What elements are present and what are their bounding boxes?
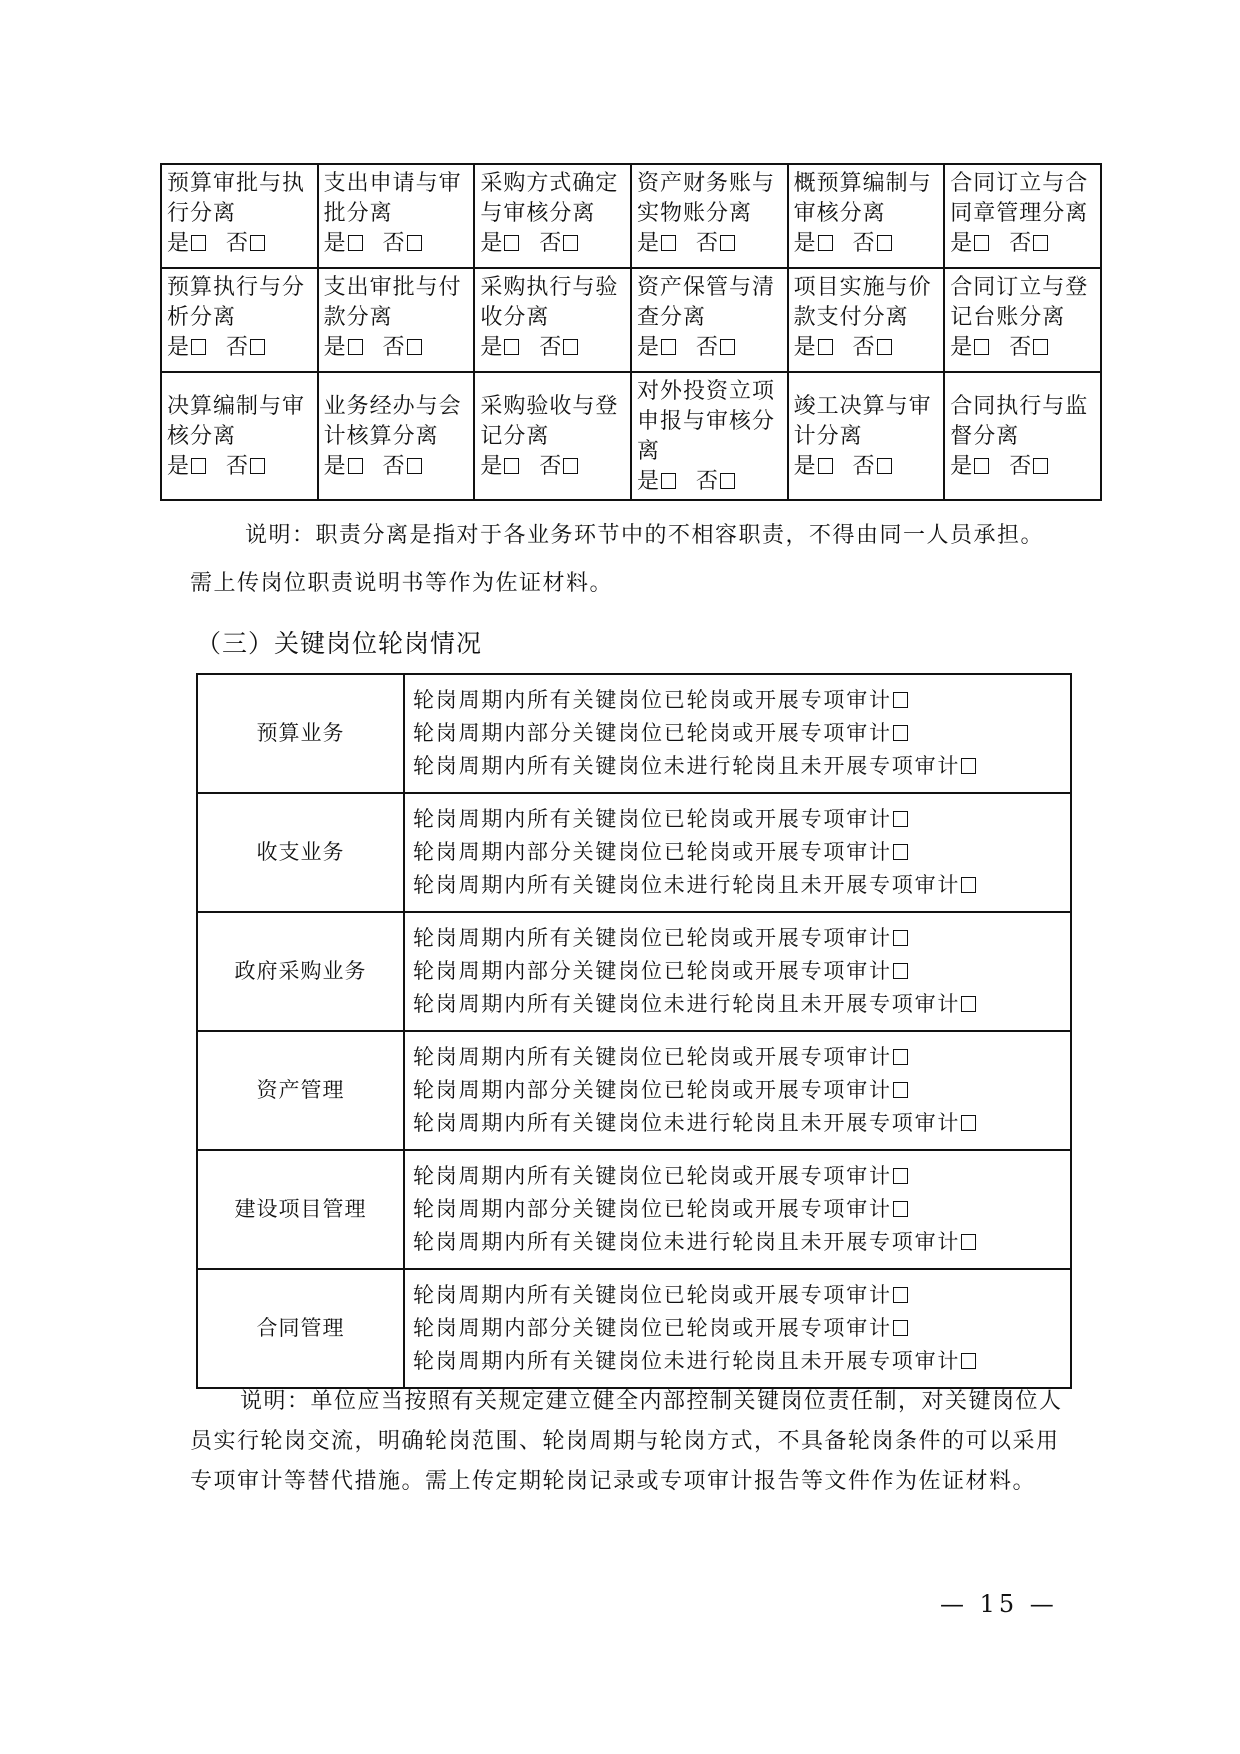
yes-label: 是 bbox=[323, 454, 347, 479]
no-label: 否 bbox=[382, 335, 406, 360]
no-label: 否 bbox=[226, 454, 250, 479]
no-label: 否 bbox=[695, 335, 719, 360]
yes-checkbox[interactable] bbox=[504, 458, 519, 474]
yes-no-options bbox=[480, 229, 627, 259]
yes-checkbox[interactable] bbox=[348, 235, 363, 251]
rotation-option-checkbox[interactable] bbox=[961, 877, 976, 893]
yes-checkbox[interactable] bbox=[191, 339, 206, 355]
rotation-option-label: 轮岗周期内部分关键岗位已轮岗或开展专项审计 bbox=[413, 721, 892, 745]
rotation-option-checkbox[interactable] bbox=[893, 1201, 908, 1217]
yes-checkbox[interactable] bbox=[818, 339, 833, 355]
yes-label: 是 bbox=[480, 454, 504, 479]
yes-no-options bbox=[324, 333, 471, 363]
separation-cell bbox=[318, 164, 475, 268]
separation-item-label: 预算审批与执行分离 bbox=[167, 171, 306, 226]
rotation-options bbox=[404, 1031, 1071, 1150]
rotation-option bbox=[413, 1279, 1066, 1312]
no-checkbox[interactable] bbox=[563, 339, 578, 355]
rotation-row bbox=[197, 1031, 1071, 1150]
rotation-option-label: 轮岗周期内部分关键岗位已轮岗或开展专项审计 bbox=[413, 1078, 892, 1102]
separation-item-label: 合同订立与登记台账分离 bbox=[950, 275, 1089, 330]
separation-cell bbox=[318, 372, 475, 500]
rotation-options bbox=[404, 1269, 1071, 1388]
separation-item-label: 概预算编制与审核分离 bbox=[793, 171, 932, 226]
rotation-row bbox=[197, 674, 1071, 793]
separation-item-label: 业务经办与会计核算分离 bbox=[323, 394, 462, 449]
separation-item-label: 支出审批与付款分离 bbox=[323, 275, 462, 330]
no-checkbox[interactable] bbox=[1033, 339, 1048, 355]
yes-label: 是 bbox=[323, 335, 347, 360]
yes-checkbox[interactable] bbox=[661, 473, 676, 489]
rotation-option-checkbox[interactable] bbox=[893, 963, 908, 979]
rotation-option bbox=[413, 1074, 1066, 1107]
yes-no-options bbox=[324, 229, 471, 259]
yes-no-options bbox=[794, 333, 941, 363]
no-checkbox[interactable] bbox=[407, 235, 422, 251]
no-label: 否 bbox=[382, 454, 406, 479]
separation-cell bbox=[161, 164, 318, 268]
yes-label: 是 bbox=[167, 454, 191, 479]
yes-label: 是 bbox=[480, 231, 504, 256]
separation-cell bbox=[631, 372, 788, 500]
no-label: 否 bbox=[539, 454, 563, 479]
section-title: （三）关键岗位轮岗情况 bbox=[196, 629, 483, 658]
separation-cell bbox=[944, 372, 1101, 500]
rotation-option-checkbox[interactable] bbox=[893, 811, 908, 827]
yes-label: 是 bbox=[950, 231, 974, 256]
no-label: 否 bbox=[539, 335, 563, 360]
yes-label: 是 bbox=[636, 469, 660, 494]
no-checkbox[interactable] bbox=[720, 473, 735, 489]
no-checkbox[interactable] bbox=[250, 339, 265, 355]
yes-label: 是 bbox=[480, 335, 504, 360]
rotation-option-label: 轮岗周期内所有关键岗位已轮岗或开展专项审计 bbox=[413, 1283, 892, 1307]
separation-cell bbox=[631, 268, 788, 372]
rotation-option bbox=[413, 1193, 1066, 1226]
rotation-option bbox=[413, 988, 1066, 1021]
no-label: 否 bbox=[852, 231, 876, 256]
yes-checkbox[interactable] bbox=[504, 235, 519, 251]
separation-note-evidence: 需上传岗位职责说明书等作为佐证材料。 bbox=[190, 571, 614, 596]
yes-checkbox[interactable] bbox=[191, 458, 206, 474]
rotation-options bbox=[404, 1150, 1071, 1269]
yes-no-options bbox=[480, 333, 627, 363]
separation-cell bbox=[474, 372, 631, 500]
page-number: — 15 — bbox=[940, 1590, 1058, 1618]
yes-no-options bbox=[637, 229, 784, 259]
yes-label: 是 bbox=[793, 335, 817, 360]
rotation-option bbox=[413, 750, 1066, 783]
no-checkbox[interactable] bbox=[1033, 235, 1048, 251]
rotation-row bbox=[197, 1269, 1071, 1388]
no-checkbox[interactable] bbox=[563, 235, 578, 251]
separation-cell bbox=[318, 268, 475, 372]
no-checkbox[interactable] bbox=[407, 458, 422, 474]
no-checkbox[interactable] bbox=[250, 458, 265, 474]
rotation-option-checkbox[interactable] bbox=[893, 692, 908, 708]
separation-item-label: 竣工决算与审计分离 bbox=[793, 394, 932, 449]
business-type: 预算业务 bbox=[197, 674, 404, 793]
yes-checkbox[interactable] bbox=[974, 235, 989, 251]
no-label: 否 bbox=[539, 231, 563, 256]
no-label: 否 bbox=[382, 231, 406, 256]
rotation-option-checkbox[interactable] bbox=[961, 1234, 976, 1250]
separation-cell bbox=[474, 164, 631, 268]
yes-label: 是 bbox=[793, 231, 817, 256]
rotation-option bbox=[413, 1345, 1066, 1378]
no-checkbox[interactable] bbox=[877, 235, 892, 251]
yes-no-options bbox=[794, 229, 941, 259]
rotation-option-label: 轮岗周期内所有关键岗位已轮岗或开展专项审计 bbox=[413, 926, 892, 950]
separation-cell bbox=[944, 268, 1101, 372]
rotation-option-label: 轮岗周期内所有关键岗位未进行轮岗且未开展专项审计 bbox=[413, 754, 961, 778]
separation-item-label: 采购执行与验收分离 bbox=[480, 275, 619, 330]
separation-item-label: 采购验收与登记分离 bbox=[480, 394, 619, 449]
business-type: 收支业务 bbox=[197, 793, 404, 912]
rotation-option-label: 轮岗周期内所有关键岗位已轮岗或开展专项审计 bbox=[413, 807, 892, 831]
rotation-option-checkbox[interactable] bbox=[961, 758, 976, 774]
rotation-option-label: 轮岗周期内所有关键岗位未进行轮岗且未开展专项审计 bbox=[413, 992, 961, 1016]
separation-item-label: 采购方式确定与审核分离 bbox=[480, 171, 619, 226]
business-type: 建设项目管理 bbox=[197, 1150, 404, 1269]
yes-no-options bbox=[167, 333, 314, 363]
yes-no-options bbox=[324, 452, 471, 482]
yes-no-options bbox=[794, 452, 941, 482]
yes-checkbox[interactable] bbox=[348, 458, 363, 474]
rotation-note bbox=[190, 1382, 1072, 1502]
separation-cell bbox=[788, 372, 945, 500]
rotation-option-checkbox[interactable] bbox=[893, 725, 908, 741]
key-post-rotation-table bbox=[196, 673, 1072, 1389]
no-label: 否 bbox=[226, 231, 250, 256]
separation-item-label: 合同执行与监督分离 bbox=[950, 394, 1089, 449]
rotation-options bbox=[404, 793, 1071, 912]
rotation-option bbox=[413, 1107, 1066, 1140]
rotation-option-checkbox[interactable] bbox=[893, 930, 908, 946]
separation-row bbox=[161, 164, 1101, 268]
rotation-option bbox=[413, 922, 1066, 955]
separation-item-label: 支出申请与审批分离 bbox=[323, 171, 462, 226]
rotation-option bbox=[413, 1226, 1066, 1259]
yes-checkbox[interactable] bbox=[974, 339, 989, 355]
separation-cell bbox=[788, 268, 945, 372]
business-type: 资产管理 bbox=[197, 1031, 404, 1150]
separation-item-label: 预算执行与分析分离 bbox=[167, 275, 306, 330]
rotation-option-checkbox[interactable] bbox=[893, 844, 908, 860]
yes-label: 是 bbox=[167, 231, 191, 256]
rotation-option bbox=[413, 1160, 1066, 1193]
yes-checkbox[interactable] bbox=[661, 339, 676, 355]
rotation-option-label: 轮岗周期内所有关键岗位已轮岗或开展专项审计 bbox=[413, 1164, 892, 1188]
rotation-options bbox=[404, 674, 1071, 793]
rotation-option-label: 轮岗周期内部分关键岗位已轮岗或开展专项审计 bbox=[413, 959, 892, 983]
rotation-row bbox=[197, 912, 1071, 1031]
no-label: 否 bbox=[1009, 231, 1033, 256]
no-label: 否 bbox=[226, 335, 250, 360]
rotation-option bbox=[413, 1312, 1066, 1345]
separation-cell bbox=[631, 164, 788, 268]
yes-no-options bbox=[950, 452, 1097, 482]
yes-checkbox[interactable] bbox=[974, 458, 989, 474]
yes-checkbox[interactable] bbox=[504, 339, 519, 355]
yes-label: 是 bbox=[167, 335, 191, 360]
no-label: 否 bbox=[695, 231, 719, 256]
rotation-option bbox=[413, 803, 1066, 836]
rotation-options bbox=[404, 912, 1071, 1031]
separation-item-label: 合同订立与合同章管理分离 bbox=[950, 171, 1089, 226]
rotation-option-checkbox[interactable] bbox=[961, 996, 976, 1012]
rotation-option-label: 轮岗周期内所有关键岗位已轮岗或开展专项审计 bbox=[413, 688, 892, 712]
rotation-option-checkbox[interactable] bbox=[961, 1353, 976, 1369]
no-checkbox[interactable] bbox=[1033, 458, 1048, 474]
rotation-option-checkbox[interactable] bbox=[893, 1168, 908, 1184]
business-type: 合同管理 bbox=[197, 1269, 404, 1388]
yes-label: 是 bbox=[323, 231, 347, 256]
separation-item-label: 资产保管与清查分离 bbox=[636, 275, 775, 330]
rotation-option-label: 轮岗周期内所有关键岗位未进行轮岗且未开展专项审计 bbox=[413, 1230, 961, 1254]
no-checkbox[interactable] bbox=[250, 235, 265, 251]
rotation-option bbox=[413, 836, 1066, 869]
yes-no-options bbox=[637, 467, 784, 497]
yes-label: 是 bbox=[636, 335, 660, 360]
rotation-option-checkbox[interactable] bbox=[893, 1287, 908, 1303]
rotation-option-checkbox[interactable] bbox=[893, 1082, 908, 1098]
separation-item-label: 项目实施与价款支付分离 bbox=[793, 275, 932, 330]
rotation-row bbox=[197, 1150, 1071, 1269]
rotation-note-text: 说明：单位应当按照有关规定建立健全内部控制关键岗位责任制，对关键岗位人员实行轮岗交流，明确轮岗范围、轮岗周期与轮岗方式，不具备轮岗条件的可以采用专项审计等替代措施。需上传定期轮岗记录或专项审计报告等文件作为佐证材料。 bbox=[190, 1389, 1063, 1494]
rotation-option-checkbox[interactable] bbox=[893, 1320, 908, 1336]
no-label: 否 bbox=[1009, 454, 1033, 479]
rotation-option-checkbox[interactable] bbox=[961, 1115, 976, 1131]
separation-row bbox=[161, 268, 1101, 372]
yes-label: 是 bbox=[793, 454, 817, 479]
yes-checkbox[interactable] bbox=[818, 458, 833, 474]
yes-no-options bbox=[950, 229, 1097, 259]
no-label: 否 bbox=[1009, 335, 1033, 360]
no-checkbox[interactable] bbox=[563, 458, 578, 474]
separation-cell bbox=[474, 268, 631, 372]
separation-row bbox=[161, 372, 1101, 500]
no-checkbox[interactable] bbox=[720, 235, 735, 251]
separation-note: 说明：职责分离是指对于各业务环节中的不相容职责，不得由同一人员承担。 bbox=[245, 523, 1045, 548]
rotation-option-label: 轮岗周期内所有关键岗位未进行轮岗且未开展专项审计 bbox=[413, 1349, 961, 1373]
separation-item-label: 决算编制与审核分离 bbox=[167, 394, 306, 449]
no-checkbox[interactable] bbox=[877, 339, 892, 355]
rotation-option bbox=[413, 955, 1066, 988]
no-checkbox[interactable] bbox=[877, 458, 892, 474]
separation-cell bbox=[944, 164, 1101, 268]
yes-label: 是 bbox=[950, 454, 974, 479]
rotation-option-label: 轮岗周期内所有关键岗位已轮岗或开展专项审计 bbox=[413, 1045, 892, 1069]
yes-no-options bbox=[167, 452, 314, 482]
separation-cell bbox=[788, 164, 945, 268]
yes-checkbox[interactable] bbox=[348, 339, 363, 355]
yes-label: 是 bbox=[950, 335, 974, 360]
business-type: 政府采购业务 bbox=[197, 912, 404, 1031]
rotation-option-label: 轮岗周期内所有关键岗位未进行轮岗且未开展专项审计 bbox=[413, 873, 961, 897]
yes-no-options bbox=[480, 452, 627, 482]
separation-cell bbox=[161, 268, 318, 372]
rotation-option bbox=[413, 717, 1066, 750]
yes-checkbox[interactable] bbox=[191, 235, 206, 251]
duty-separation-table bbox=[160, 163, 1102, 501]
no-label: 否 bbox=[852, 335, 876, 360]
rotation-option-checkbox[interactable] bbox=[893, 1049, 908, 1065]
no-label: 否 bbox=[852, 454, 876, 479]
rotation-option-label: 轮岗周期内部分关键岗位已轮岗或开展专项审计 bbox=[413, 1316, 892, 1340]
separation-item-label: 对外投资立项申报与审核分离 bbox=[636, 379, 775, 464]
rotation-option bbox=[413, 1041, 1066, 1074]
rotation-option-label: 轮岗周期内部分关键岗位已轮岗或开展专项审计 bbox=[413, 1197, 892, 1221]
yes-checkbox[interactable] bbox=[661, 235, 676, 251]
separation-item-label: 资产财务账与实物账分离 bbox=[636, 171, 775, 226]
yes-label: 是 bbox=[636, 231, 660, 256]
separation-cell bbox=[161, 372, 318, 500]
yes-no-options bbox=[950, 333, 1097, 363]
no-checkbox[interactable] bbox=[720, 339, 735, 355]
no-label: 否 bbox=[695, 469, 719, 494]
rotation-option bbox=[413, 684, 1066, 717]
yes-no-options bbox=[637, 333, 784, 363]
rotation-option bbox=[413, 869, 1066, 902]
rotation-option-label: 轮岗周期内所有关键岗位未进行轮岗且未开展专项审计 bbox=[413, 1111, 961, 1135]
no-checkbox[interactable] bbox=[407, 339, 422, 355]
yes-no-options bbox=[167, 229, 314, 259]
rotation-option-label: 轮岗周期内部分关键岗位已轮岗或开展专项审计 bbox=[413, 840, 892, 864]
yes-checkbox[interactable] bbox=[818, 235, 833, 251]
rotation-row bbox=[197, 793, 1071, 912]
